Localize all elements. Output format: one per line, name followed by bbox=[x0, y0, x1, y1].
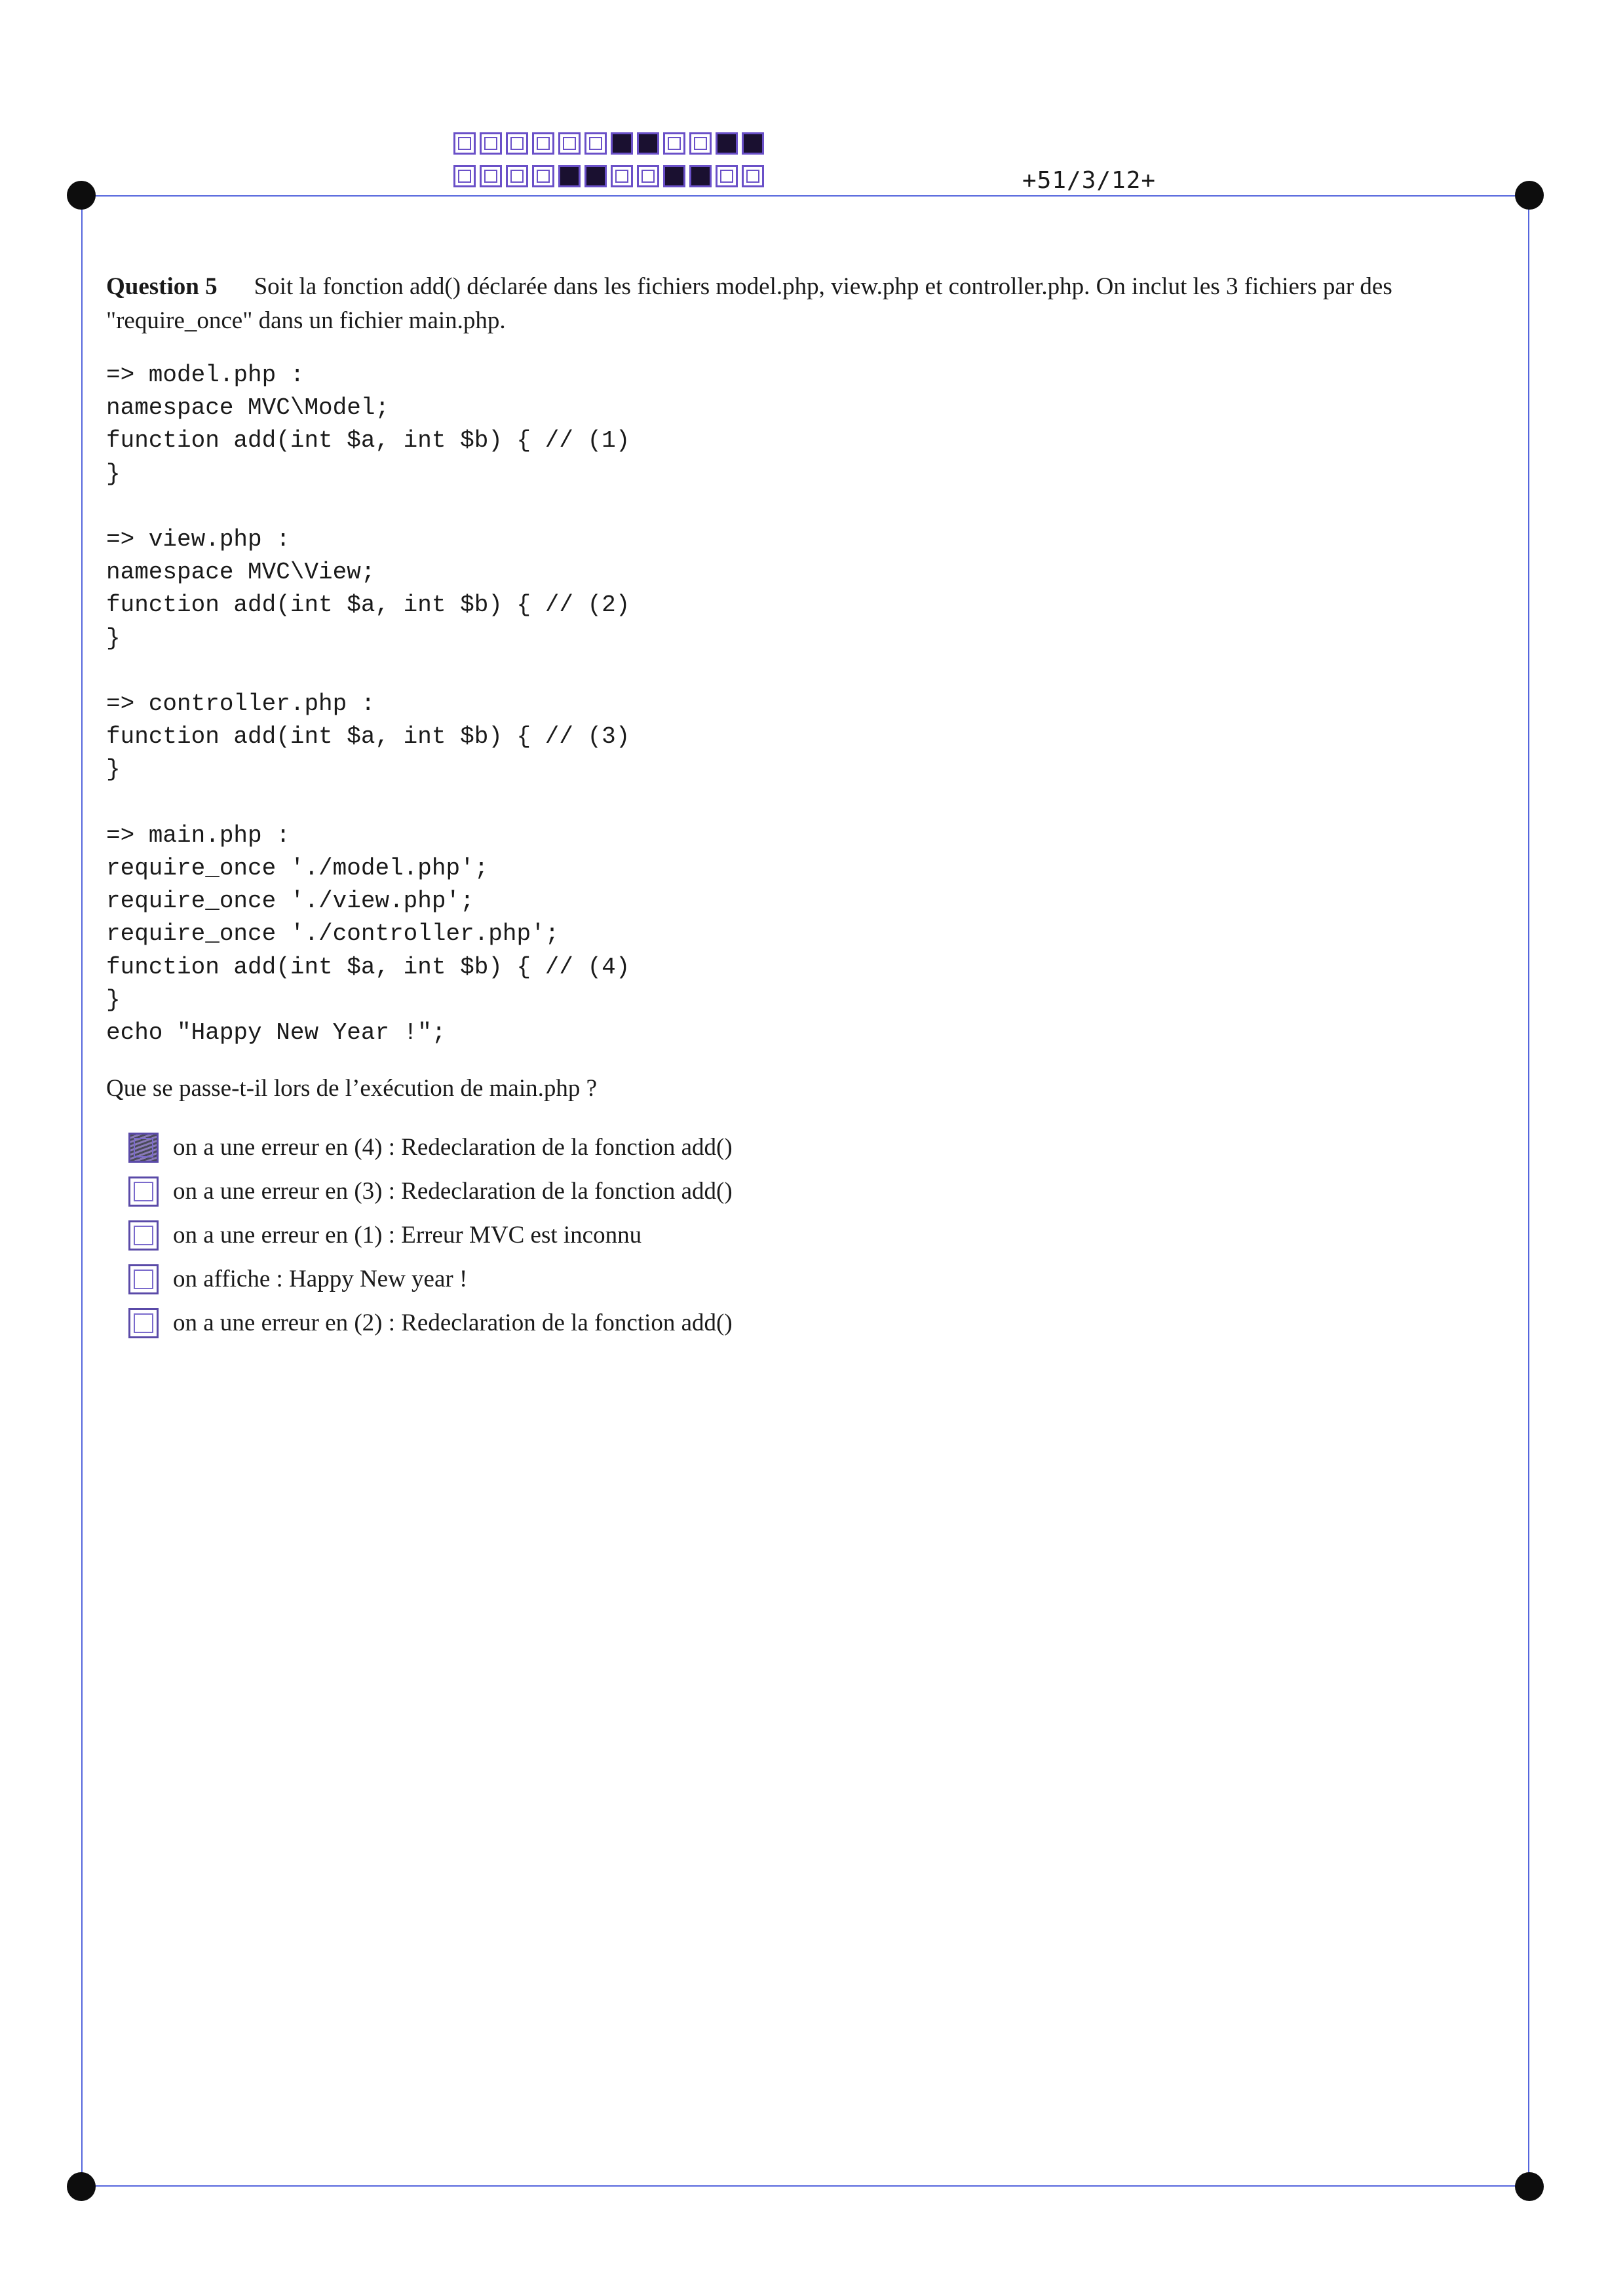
answer-label: on a une erreur en (4) : Redeclaration de la fonction add() bbox=[173, 1134, 733, 1161]
marker-bit bbox=[689, 165, 712, 187]
answer-list bbox=[128, 1125, 733, 1345]
marker-bit bbox=[532, 132, 554, 155]
marker-bit bbox=[558, 165, 581, 187]
marker-bit bbox=[742, 165, 764, 187]
answer-label: on a une erreur en (2) : Redeclaration de la fonction add() bbox=[173, 1309, 733, 1336]
marker-bit bbox=[480, 165, 502, 187]
page-id: +51/3/12+ bbox=[1022, 167, 1157, 194]
marker-bit bbox=[506, 165, 528, 187]
answer-option-4[interactable] bbox=[128, 1257, 733, 1301]
answer-checkbox[interactable] bbox=[128, 1176, 159, 1207]
marker-bit bbox=[453, 165, 476, 187]
marker-bit bbox=[584, 132, 607, 155]
marker-bit bbox=[663, 132, 685, 155]
corner-mark-bottom-left bbox=[67, 2172, 96, 2201]
question-title: Question 5 bbox=[106, 273, 218, 300]
corner-mark-top-left bbox=[67, 181, 96, 210]
marker-bit bbox=[637, 165, 659, 187]
corner-mark-top-right bbox=[1515, 181, 1544, 210]
answer-checkbox[interactable] bbox=[128, 1133, 159, 1163]
question-prompt: Que se passe-t-il lors de l’exécution de main.php ? bbox=[106, 1075, 598, 1102]
corner-mark-bottom-right bbox=[1515, 2172, 1544, 2201]
marker-bit bbox=[663, 165, 685, 187]
marker-bit bbox=[716, 165, 738, 187]
answer-option-1[interactable] bbox=[128, 1125, 733, 1169]
answer-checkbox[interactable] bbox=[128, 1308, 159, 1338]
marker-bit bbox=[742, 132, 764, 155]
answer-option-2[interactable] bbox=[128, 1169, 733, 1213]
marker-bit bbox=[506, 132, 528, 155]
marker-bit bbox=[558, 132, 581, 155]
answer-label: on affiche : Happy New year ! bbox=[173, 1266, 468, 1292]
marker-code-row-1 bbox=[453, 132, 768, 159]
code-listing: => model.php : namespace MVC\Model; function add(int $a, int $b) { // (1) } => view.php : namespace MVC\View; function add(int $a, int $b) { // (2) } => controller.php : function add(int $a, int $b) { // (3) } => main.php : require_once './model.php'; require_once './view.php'; require_once './controller.php'; function add(int $a, int $b) { // (4) } echo "Happy New Year !"; bbox=[106, 362, 630, 1047]
marker-bit bbox=[532, 165, 554, 187]
marker-bit bbox=[611, 132, 633, 155]
question-statement bbox=[106, 270, 1507, 338]
answer-checkbox[interactable] bbox=[128, 1220, 159, 1251]
question-text: Soit la fonction add() déclarée dans les fichiers model.php, view.php et controller.php. On inclut les 3 fichiers par des "require_once" dans un fichier main.php. bbox=[106, 273, 1392, 334]
answer-option-5[interactable] bbox=[128, 1301, 733, 1345]
marker-bit bbox=[611, 165, 633, 187]
answer-option-3[interactable] bbox=[128, 1213, 733, 1257]
marker-code-row-2 bbox=[453, 165, 768, 191]
marker-bit bbox=[480, 132, 502, 155]
answer-label: on a une erreur en (1) : Erreur MVC est inconnu bbox=[173, 1222, 642, 1249]
answer-label: on a une erreur en (3) : Redeclaration de la fonction add() bbox=[173, 1178, 733, 1205]
marker-bit bbox=[689, 132, 712, 155]
answer-checkbox[interactable] bbox=[128, 1264, 159, 1294]
marker-bit bbox=[584, 165, 607, 187]
marker-bit bbox=[637, 132, 659, 155]
marker-bit bbox=[716, 132, 738, 155]
marker-bit bbox=[453, 132, 476, 155]
